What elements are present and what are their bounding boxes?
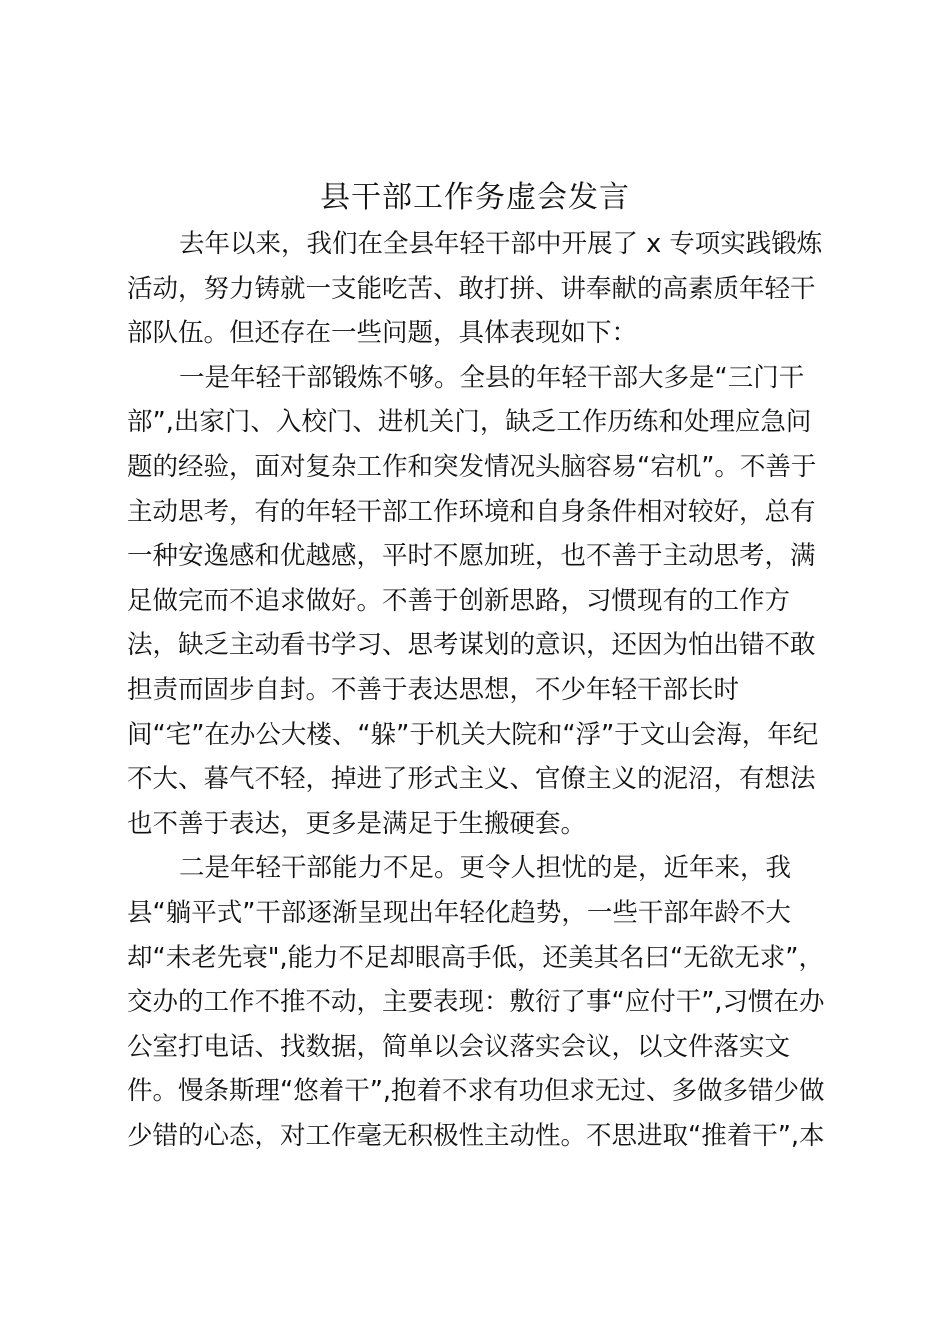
document-body	[127, 222, 827, 1158]
paragraph-point-one	[127, 356, 827, 847]
text-line: 件。慢条斯理“悠着干”,抱着不求有功但求无过、多做多错少做	[127, 1076, 825, 1107]
document-title: 县干部工作务虚会发言	[320, 180, 630, 215]
text-line: 却“未老先衰",能力不足却眼高手低，还美其名曰“无欲无求”，	[127, 942, 824, 973]
text-line: 不大、暮气不轻，掉进了形式主义、官僚主义的泥沼，有想法	[127, 764, 816, 795]
paragraph-point-two	[127, 846, 827, 1158]
text-line: 法，缺乏主动看书学习、思考谋划的意识，还因为怕出错不敢	[127, 630, 816, 661]
text-line: 题的经验，面对复杂工作和突发情况头脑容易“宕机”。不善于	[127, 451, 817, 482]
text-line: 去年以来，我们在全县年轻干部中开展了 x 专项实践锻炼	[179, 229, 823, 259]
text-line: 间“宅”在办公大楼、“躲”于机关大院和“浮”于文山会海，年纪	[127, 719, 819, 750]
text-line: 主动思考，有的年轻干部工作环境和自身条件相对较好，总有	[127, 496, 816, 527]
text-line: 二是年轻干部能力不足。更令人担忧的是，近年来，我	[179, 853, 792, 884]
text-line: 部”,出家门、入校门、进机关门，缺乏工作历练和处理应急问	[127, 407, 812, 438]
text-line: 县“躺平式”干部逐渐呈现出年轻化趋势，一些干部年龄不大	[127, 897, 791, 928]
text-line: 活动，努力铸就一支能吃苦、敢打拼、讲奉献的高素质年轻干	[127, 273, 816, 304]
text-line: 部队伍。但还存在一些问题，具体表现如下：	[127, 318, 638, 349]
paragraph-intro	[127, 222, 827, 356]
text-line: 公室打电话、找数据，简单以会议落实会议，以文件落实文	[127, 1031, 791, 1062]
text-line: 少错的心态，对工作毫无积极性主动性。不思进取“推着干”,本	[127, 1120, 825, 1151]
text-line: 交办的工作不推不动，主要表现：敷衍了事“应付干”,习惯在办	[127, 987, 825, 1018]
text-line: 担责而固步自封。不善于表达思想，不少年轻干部长时	[127, 674, 740, 705]
text-line: 也不善于表达，更多是满足于生搬硬套。	[127, 808, 587, 839]
text-line: 一种安逸感和优越感，平时不愿加班，也不善于主动思考，满	[127, 541, 816, 572]
text-line: 足做完而不追求做好。不善于创新思路，习惯现有的工作方	[127, 585, 791, 616]
text-line: 一是年轻干部锻炼不够。全县的年轻干部大多是“三门干	[179, 362, 805, 393]
